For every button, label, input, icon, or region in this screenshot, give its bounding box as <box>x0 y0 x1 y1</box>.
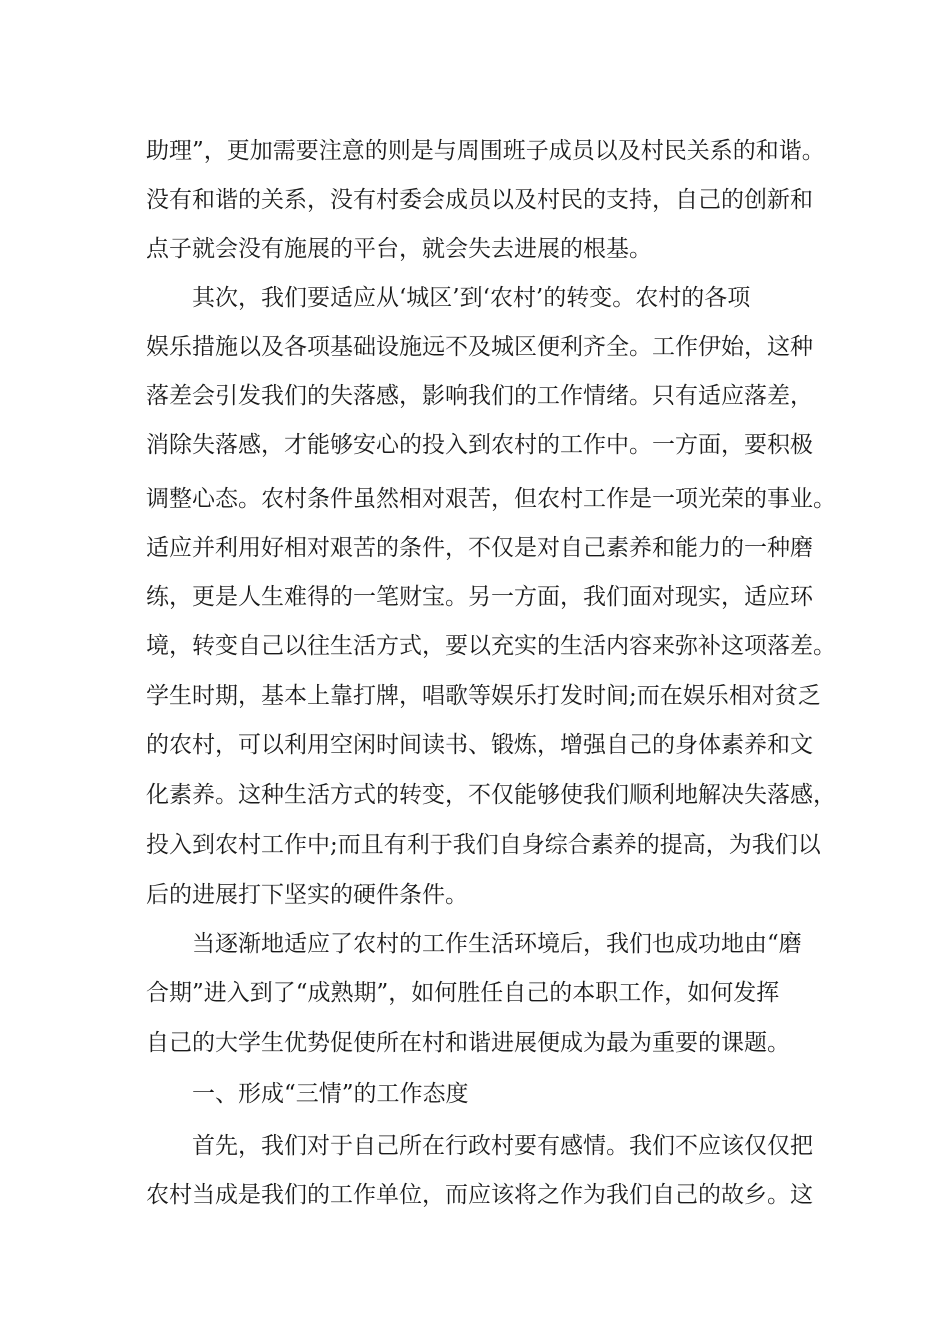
text-line: 合期”进入到了“成熟期”，如何胜任自己的本职工作，如何发挥 <box>146 980 780 1006</box>
text-line: 投入到农村工作中;而且有利于我们自身综合素养的提高，为我们以 <box>146 832 821 858</box>
text-line: 调整心态。农村条件虽然相对艰苦，但农村工作是一项光荣的事业。 <box>146 486 836 512</box>
text-line: 落差会引发我们的失落感，影响我们的工作情绪。只有适应落差， <box>146 383 813 409</box>
text-line: 助理”，更加需要注意的则是与周围班子成员以及村民关系的和谐。 <box>146 138 825 164</box>
text-line: 没有和谐的关系，没有村委会成员以及村民的支持，自己的创新和 <box>146 187 813 213</box>
text-line: 境，转变自己以往生活方式，要以充实的生活内容来弥补这项落差。 <box>146 633 836 659</box>
text-line: 后的进展打下坚实的硬件条件。 <box>146 882 468 908</box>
paragraph-first-line: 其次，我们要适应从‘城区’到‘农村’的转变。农村的各项 <box>192 285 751 311</box>
paragraph-first-line: 首先，我们对于自己所在行政村要有感情。我们不应该仅仅把 <box>192 1133 813 1159</box>
text-line: 娱乐措施以及各项基础设施远不及城区便利齐全。工作伊始，这种 <box>146 334 813 360</box>
text-line: 的农村，可以利用空闲时间读书、锻炼，增强自己的身体素养和文 <box>146 732 813 758</box>
text-line: 适应并利用好相对艰苦的条件，不仅是对自己素养和能力的一种磨 <box>146 535 813 561</box>
text-line: 练，更是人生难得的一笔财宝。另一方面，我们面对现实，适应环 <box>146 584 813 610</box>
paragraph-first-line: 当逐渐地适应了农村的工作生活环境后，我们也成功地由“磨 <box>192 931 802 957</box>
text-line: 化素养。这种生活方式的转变，不仅能够使我们顺利地解决失落感， <box>146 782 836 808</box>
section-heading: 一、形成“三情”的工作态度 <box>192 1081 469 1107</box>
text-line: 学生时期，基本上靠打牌，唱歌等娱乐打发时间;而在娱乐相对贫乏 <box>146 683 821 709</box>
text-line: 自己的大学生优势促使所在村和谐进展便成为最为重要的课题。 <box>146 1030 790 1056</box>
text-line: 农村当成是我们的工作单位，而应该将之作为我们自己的故乡。这 <box>146 1182 813 1208</box>
text-line: 消除失落感，才能够安心的投入到农村的工作中。一方面，要积极 <box>146 432 813 458</box>
text-line: 点子就会没有施展的平台，就会失去进展的根基。 <box>146 236 652 262</box>
